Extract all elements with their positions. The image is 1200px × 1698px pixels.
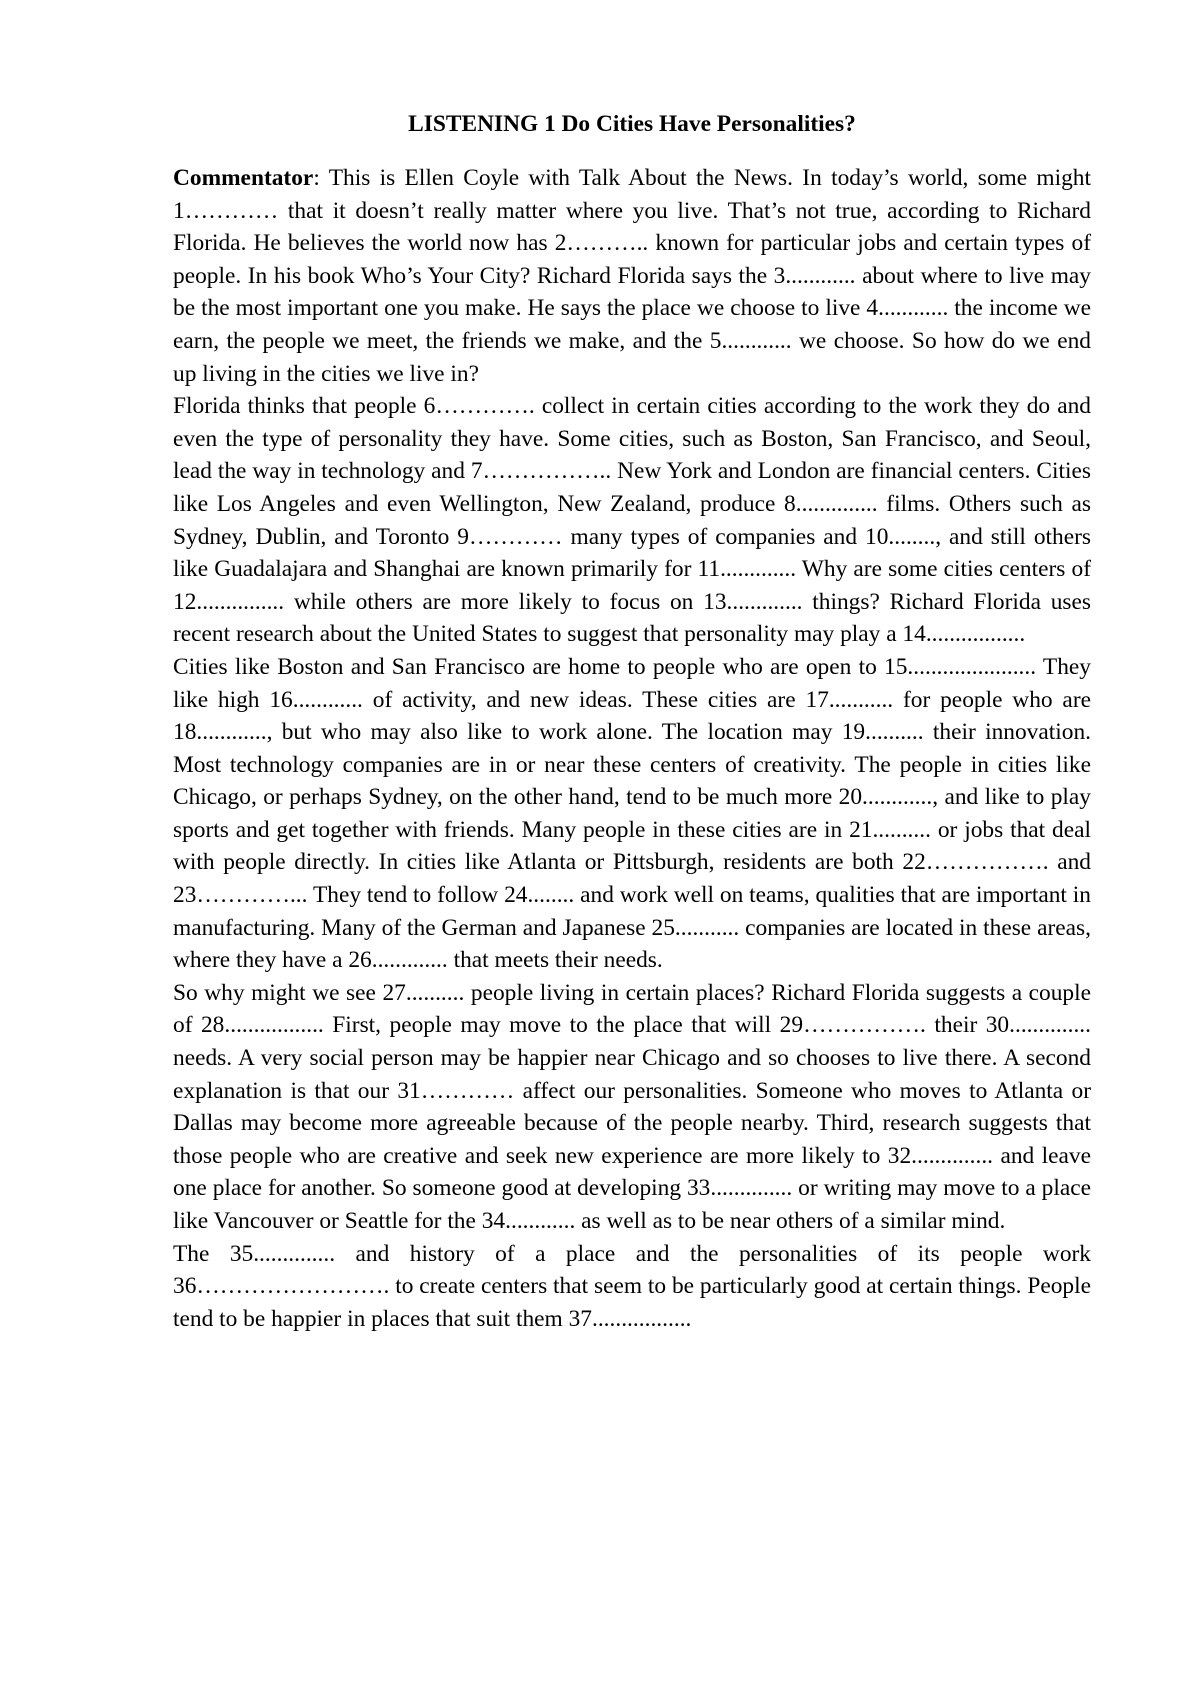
paragraph-3: Cities like Boston and San Francisco are home to people who are open to 15...................... They like high 16............ of activity, and new ideas. These cities are 17........... for people who are 18............, but who may also like to work alone. The location may 19.......... their innovation. Most technology companies are in or near these centers of creativity. The people in cities like Chicago, or perhaps Sydney, on the other hand, tend to be much more 20............, and like to play sports and get together with friends. Many people in these cities are in 21.......... or jobs that deal with people directly. In cities like Atlanta or Pittsburgh, residents are both 22……………. and 23…………... They tend to follow 24........ and work well on teams, qualities that are important in manufacturing. Many of the German and Japanese 25........... companies are located in these areas, where they have a 26............. that meets their needs. [173, 653, 1091, 974]
document-page [173, 108, 1091, 1335]
paragraph-1-text: : This is Ellen Coyle with Talk About the News. In today’s world, some might 1………… that it doesn’t really matter where you live. That’s not true, according to Richard Florida. He believes the world now has 2……….. known for particular jobs and certain types of people. In his book Who’s Your City? Richard Florida says the 3............ about where to live may be the most important one you make. He says the place we choose to live 4............ the income we earn, the people we meet, the friends we make, and the 5............ we choose. So how do we end up living in the cities we live in? [173, 165, 1091, 387]
speaker-label: Commentator [173, 165, 314, 191]
paragraph-1 [173, 162, 1091, 390]
paragraph-5: The 35.............. and history of a place and the personalities of its people work 36……………………. to create centers that seem to be particularly good at certain things. People tend to be happier in places that suit them 37................. [173, 1240, 1091, 1332]
page-title: LISTENING 1 Do Cities Have Personalities? [408, 111, 856, 137]
paragraph-2: Florida thinks that people 6…………. collect in certain cities according to the work they do and even the type of personality they have. Some cities, such as Boston, San Francisco, and Seoul, lead the way in technology and 7…………….. New York and London are financial centers. Cities like Los Angeles and even Wellington, New Zealand, produce 8.............. films. Others such as Sydney, Dublin, and Toronto 9………… many types of companies and 10........, and still others like Guadalajara and Shanghai are known primarily for 11............. Why are some cities centers of 12............... while others are more likely to focus on 13............. things? Richard Florida uses recent research about the United States to suggest that personality may play a 14................. [173, 393, 1091, 648]
paragraph-4: So why might we see 27.......... people living in certain places? Richard Florida suggests a couple of 28................. First, people may move to the place that will 29……………. their 30.............. needs. A very social person may be happier near Chicago and so chooses to live there. A second explanation is that our 31………… affect our personalities. Someone who moves to Atlanta or Dallas may become more agreeable because of the people nearby. Third, research suggests that those people who are creative and seek new experience are more likely to 32.............. and leave one place for another. So someone good at developing 33.............. or writing may move to a place like Vancouver or Seattle for the 34............ as well as to be near others of a similar mind. [173, 979, 1091, 1234]
